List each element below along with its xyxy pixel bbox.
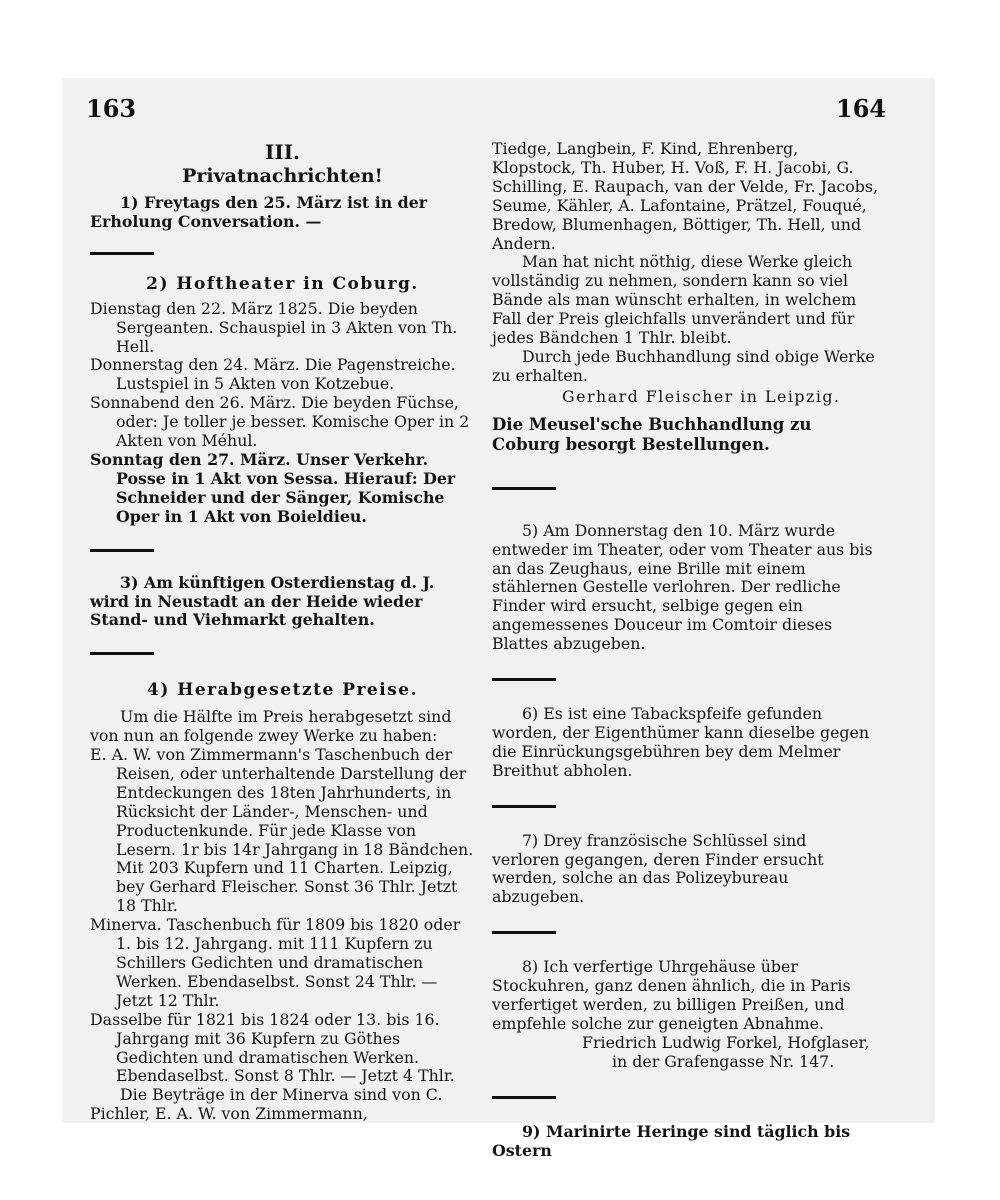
right-column	[492, 140, 878, 1161]
separator-rule	[492, 1096, 556, 1099]
section-title: Privatnachrichten!	[182, 165, 383, 187]
publisher-signature: Gerhard Fleischer in Leipzig.	[562, 386, 841, 406]
separator-rule	[90, 652, 154, 655]
page-number-left: 163	[86, 94, 137, 123]
left-column	[90, 140, 475, 1124]
notice-5: 5) Am Donnerstag den 10. März wurde entweder im Theater, oder vom Theater aus bis an das Zeughaus, eine Brille mit einem stählernen Gestelle verlohren. Der redliche Finder wird ersucht, selbige gegen ein angemessenes Douceur im Comtoir dieses Blattes abzugeben.	[492, 520, 873, 654]
book-entry: E. A. W. von Zimmermann's Taschenbuch der Reisen, oder unterhaltende Darstellung der Entdeckungen des 18ten Jahrhunderts, in Rücksicht der Länder-, Menschen- und Productenkunde. Für jede Klasse von Lesern. 1r bis 14r Jahrgang in 18 Bändchen. Mit 203 Kupfern und 11 Charten. Leipzig, bey Gerhard Fleischer. Sonst 36 Thlr. Jetzt 18 Thlr.	[90, 745, 474, 916]
notice-8: 8) Ich verfertige Uhrgehäuse über Stockuhren, ganz denen ähnlich, die in Paris verfertiget werden, zu billigen Preißen, und empfehle solche zur geneigten Abnahme.	[492, 957, 851, 1033]
schedule-entry: Sonntag den 27. März. Unser Verkehr. Posse in 1 Akt von Sessa. Hierauf: Der Schneider und der Sänger, Komische Oper in 1 Akt von Boieldieu.	[90, 449, 456, 526]
contributors-continued: Tiedge, Langbein, F. Kind, Ehrenberg, Klopstock, Th. Huber, H. Voß, F. H. Jacobi, G. Schilling, E. Raupach, van der Velde, Fr. Jacobs, Seume, Kähler, A. Lafontaine, Prätzel, Fouqué, Bredow, Blumenhagen, Böttiger, Th. Hell, und Andern.	[492, 139, 878, 253]
contributors-start: Die Beyträge in der Minerva sind von C. Pichler, E. A. W. von Zimmermann,	[90, 1085, 443, 1124]
notice-8-signature-address: in der Grafengasse Nr. 147.	[612, 1051, 835, 1071]
schedule-entry: Dienstag den 22. März 1825. Die beyden Sergeanten. Schauspiel in 3 Akten von Th. Hell.	[90, 298, 458, 356]
separator-rule	[492, 931, 556, 934]
bookshops-note: Durch jede Buchhandlung sind obige Werke zu erhalten.	[492, 346, 875, 385]
notice-2-title: 2) Hoftheater in Coburg.	[146, 273, 419, 294]
notice-4-title: 4) Herabgesetzte Preise.	[146, 680, 419, 701]
separator-rule	[90, 549, 154, 552]
separator-rule	[90, 252, 154, 255]
meusel-notice: Die Meusel'sche Buchhandlung zu Coburg besorgt Bestellungen.	[492, 414, 812, 454]
separator-rule	[492, 487, 556, 490]
notice-9: 9) Marinirte Heringe sind täglich bis Ostern	[492, 1121, 851, 1160]
page-number-right: 164	[836, 94, 887, 123]
section-number: III.	[264, 140, 301, 164]
book-entry: Minerva. Taschenbuch für 1809 bis 1820 oder 1. bis 12. Jahrgang. mit 111 Kupfern zu Schillers Gedichten und dramatischen Werken. Ebendaselbst. Sonst 24 Thlr. — Jetzt 12 Thlr.	[90, 915, 461, 1010]
book-entry: Dasselbe für 1821 bis 1824 oder 13. bis 16. Jahrgang mit 36 Kupfern zu Göthes Gedichten und dramatischen Werken. Ebendaselbst. Sonst 8 Thlr. — Jetzt 4 Thlr.	[90, 1009, 455, 1086]
volumes-note: Man hat nicht nöthig, diese Werke gleich vollständig zu nehmen, sondern kann so viel Bände als man wünscht erhalten, in welchem Fall der Preis gleichfalls unverändert und für jedes Bändchen 1 Thlr. bleibt.	[492, 252, 857, 348]
notice-3: 3) Am künftigen Osterdienstag d. J. wird in Neustadt an der Heide wieder Stand- und Viehmarkt gehalten.	[90, 572, 435, 630]
separator-rule	[492, 678, 556, 681]
notice-7: 7) Drey französische Schlüssel sind verloren gegangen, deren Finder ersucht werden, solche an das Polizeybureau abzugeben.	[492, 830, 824, 907]
notice-4-intro: Um die Hälfte im Preis herabgesetzt sind von nun an folgende zwey Werke zu haben:	[90, 707, 452, 746]
separator-rule	[492, 805, 556, 808]
notice-1: 1) Freytags den 25. März ist in der Erholung Conversation. —	[90, 193, 428, 231]
notice-8-signature-name: Friedrich Ludwig Forkel, Hofglaser,	[582, 1032, 870, 1052]
notice-6: 6) Es ist eine Tabackspfeife gefunden worden, der Eigenthümer kann dieselbe gegen die Einrückungsgebühren bey dem Melmer Breithut abholen.	[492, 704, 870, 780]
schedule-entry: Sonnabend den 26. März. Die beyden Füchse, oder: Je toller je besser. Komische Oper in 2 Akten von Méhul.	[90, 393, 470, 451]
schedule-entry: Donnerstag den 24. März. Die Pagenstreiche. Lustspiel in 5 Akten von Kotzebue.	[90, 355, 456, 394]
